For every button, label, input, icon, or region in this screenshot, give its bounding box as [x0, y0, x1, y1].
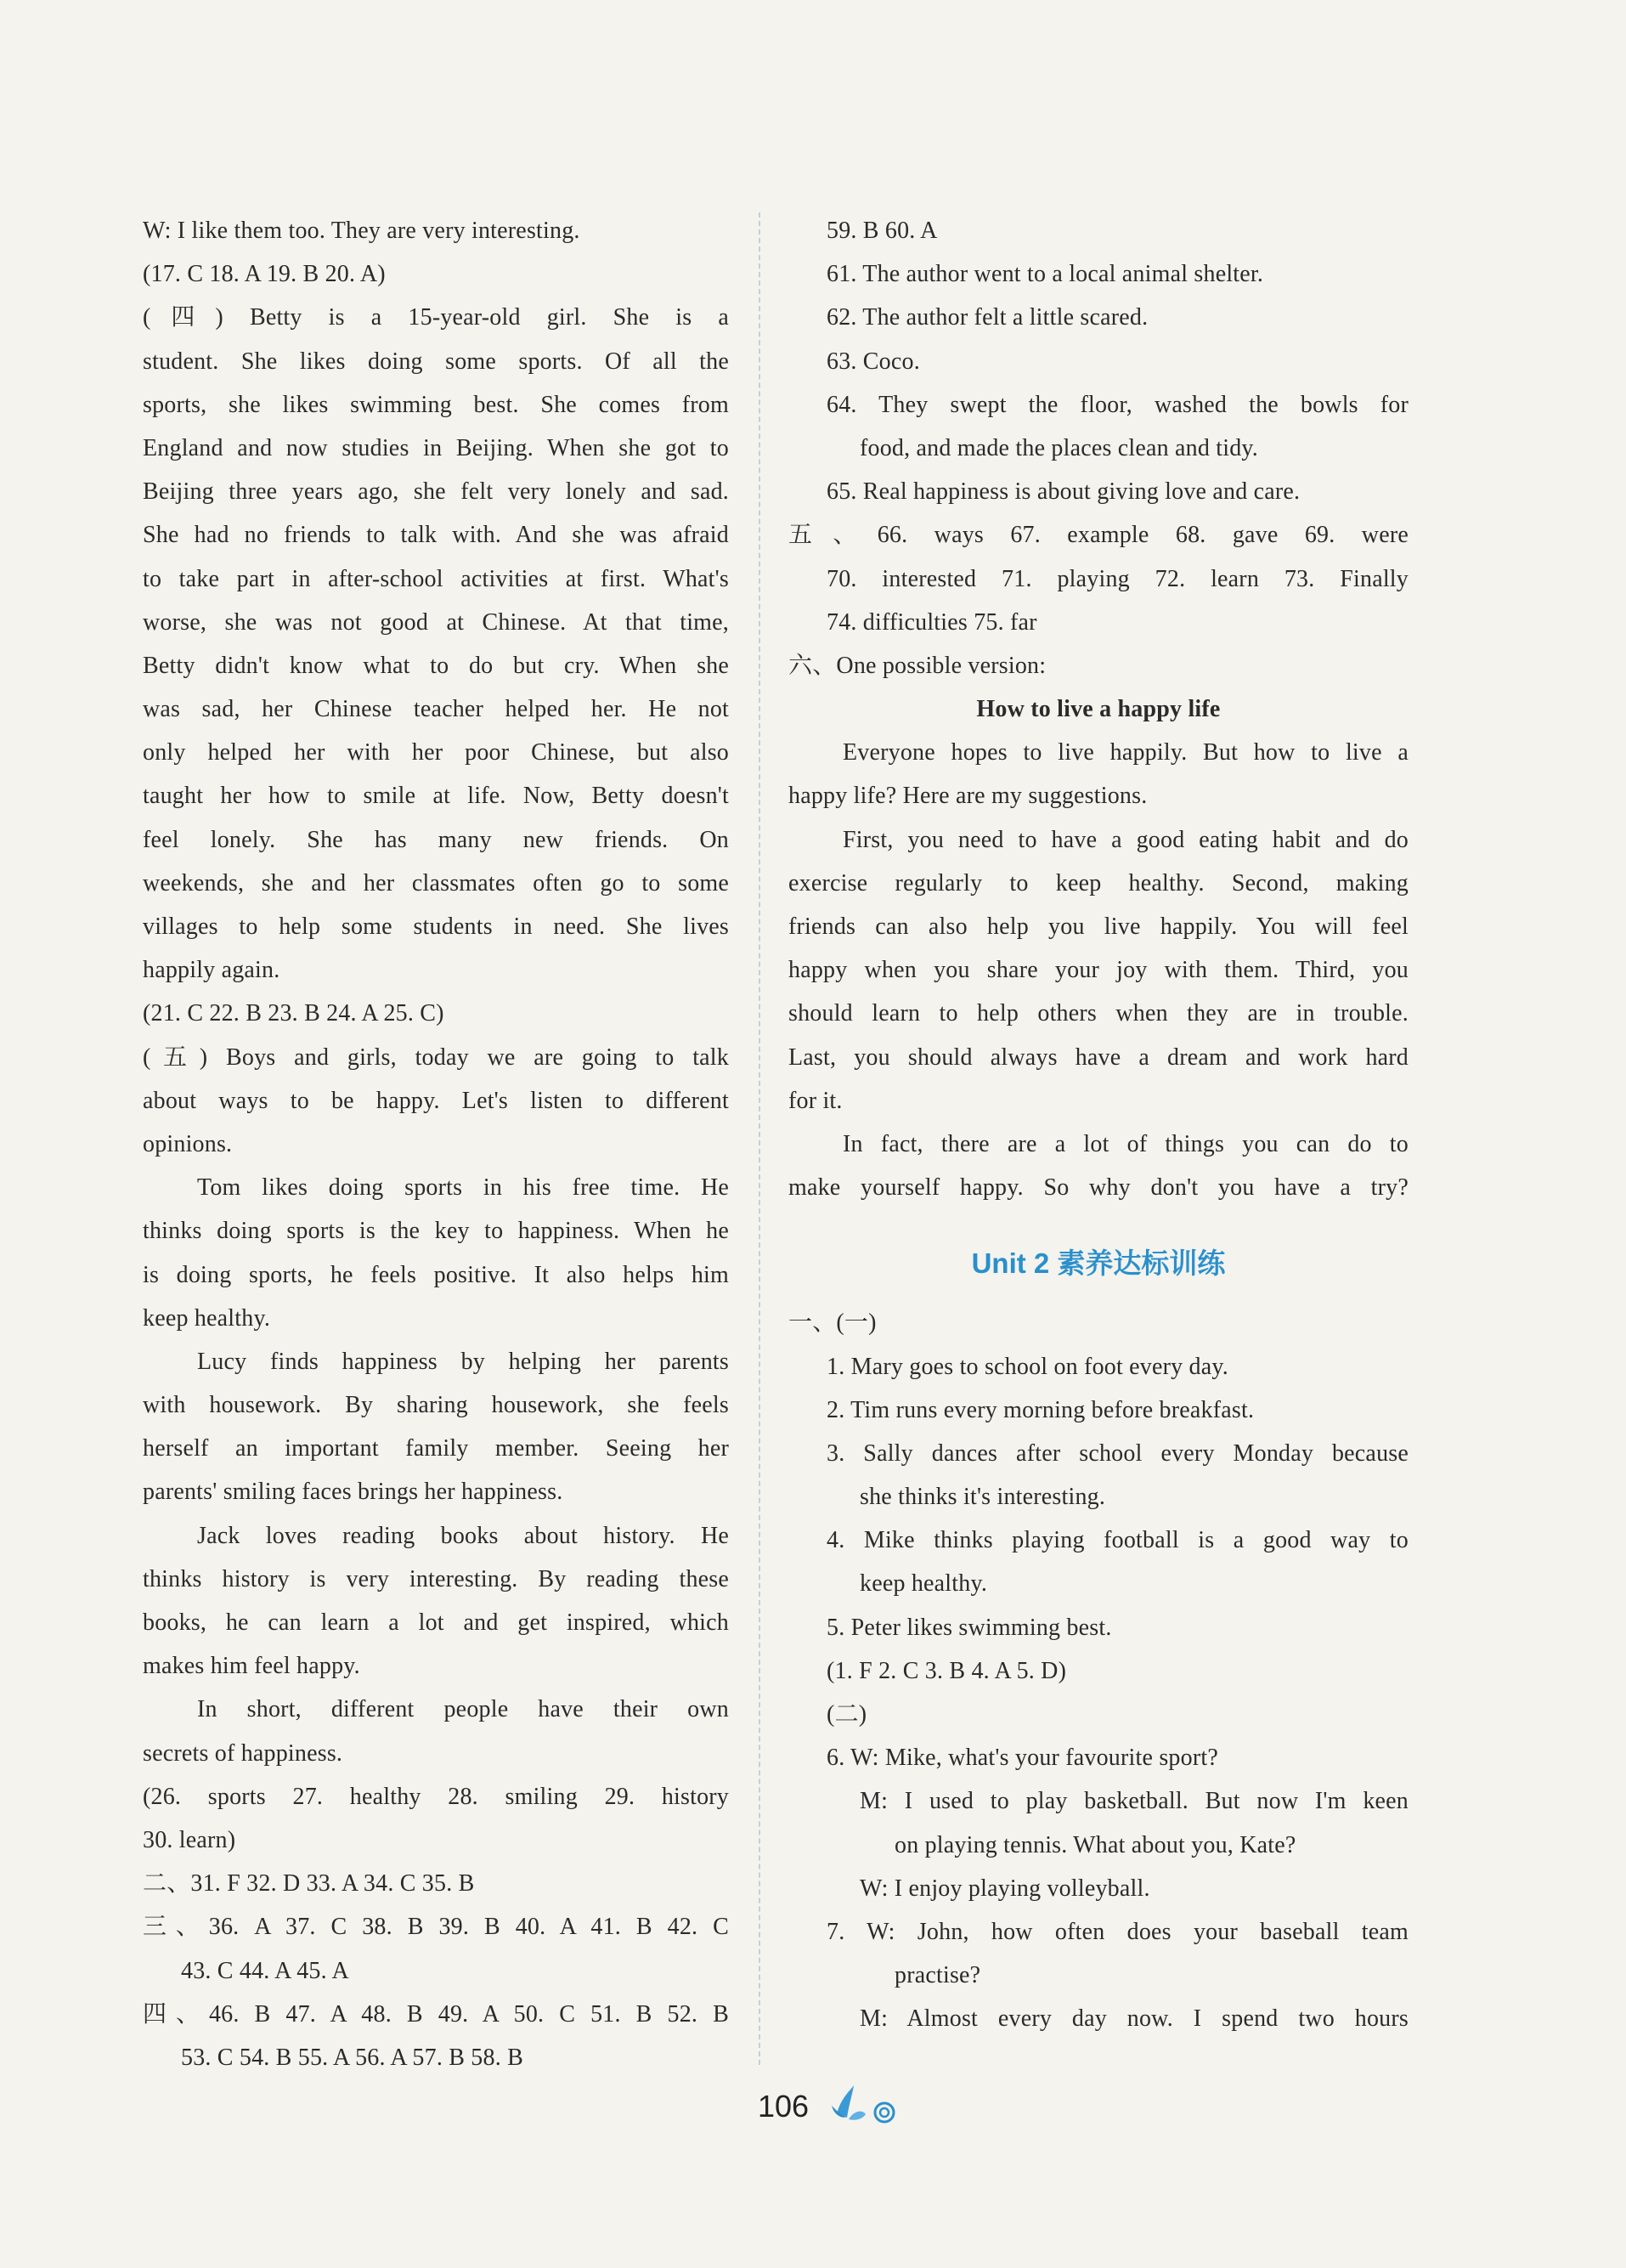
- text-line: about ways to be happy. Let's listen to different: [143, 1087, 729, 1114]
- text-line: thinks history is very interesting. By reading these: [143, 1565, 729, 1592]
- text-line: weekends, she and her classmates often go to some: [143, 869, 729, 896]
- text-line: student. She likes doing some sports. Of all the: [143, 348, 729, 375]
- text-line: 一、(一): [788, 1309, 877, 1337]
- text-line: 6. W: Mike, what's your favourite sport?: [827, 1745, 1218, 1772]
- text-line: Betty didn't know what to do but cry. When she: [143, 652, 729, 679]
- essay-title: How to live a happy life: [976, 696, 1221, 723]
- text-line: with housework. By sharing housework, she feels: [143, 1392, 729, 1419]
- text-line: 二、31. F 32. D 33. A 34. C 35. B: [143, 1870, 475, 1898]
- text-line: 1. Mary goes to school on foot every day.: [827, 1353, 1228, 1380]
- text-line: should learn to help others when they are in trouble.: [788, 1000, 1409, 1027]
- text-line: In fact, there are a lot of things you can do to: [843, 1130, 1409, 1157]
- text-line: 三、36. A 37. C 38. B 39. B 40. A 41. B 42. C: [143, 1914, 729, 1941]
- text-line: villages to help some students in need. She lives: [143, 913, 729, 940]
- text-line: 2. Tim runs every morning before breakfast.: [827, 1396, 1255, 1423]
- text-line: only helped her with her poor Chinese, but also: [143, 739, 729, 766]
- text-line: In short, different people have their own: [197, 1696, 729, 1723]
- text-line: 六、One possible version:: [788, 652, 1047, 679]
- text-line: (二): [827, 1701, 867, 1728]
- text-line: 74. difficulties 75. far: [827, 608, 1037, 636]
- text-line: 30. learn): [143, 1826, 236, 1853]
- text-line: thinks doing sports is the key to happiness. When he: [143, 1218, 729, 1245]
- text-line: Jack loves reading books about history. He: [197, 1522, 729, 1549]
- text-line: keep healthy.: [143, 1304, 271, 1332]
- text-line: keep healthy.: [860, 1570, 988, 1598]
- left-column: [143, 209, 729, 2079]
- text-line: sports, she likes swimming best. She comes from: [143, 391, 729, 418]
- text-line: happy life? Here are my suggestions.: [788, 783, 1148, 810]
- text-line: 5. Peter likes swimming best.: [827, 1614, 1112, 1641]
- text-line: (17. C 18. A 19. B 20. A): [143, 261, 386, 288]
- text-line: was sad, her Chinese teacher helped her. He not: [143, 696, 729, 723]
- text-line: (四) Betty is a 15-year-old girl. She is a: [143, 304, 729, 331]
- text-line: M: Almost every day now. I spend two hours: [860, 2005, 1409, 2033]
- right-column: [788, 209, 1409, 2041]
- unit-title: Unit 2 素养达标训练: [971, 1247, 1226, 1280]
- text-line: 64. They swept the floor, washed the bowls for: [827, 391, 1409, 418]
- answer-list-bottom: [788, 1301, 1409, 2040]
- text-line: 五、66. ways 67. example 68. gave 69. were: [788, 522, 1409, 549]
- text-line: 65. Real happiness is about giving love and care.: [827, 478, 1301, 506]
- text-line: practise?: [895, 1962, 981, 1989]
- essay-body: [788, 731, 1409, 1209]
- text-line: Last, you should always have a dream and work hard: [788, 1044, 1409, 1071]
- text-line: Everyone hopes to live happily. But how to live a: [843, 739, 1409, 766]
- text-line: (五) Boys and girls, today we are going to talk: [143, 1044, 729, 1071]
- text-line: W: I like them too. They are very interesting.: [143, 218, 580, 244]
- text-line: opinions.: [143, 1130, 233, 1157]
- text-line: happy when you share your joy with them. Third, you: [788, 957, 1409, 984]
- column-divider: [759, 212, 760, 2065]
- text-line: make yourself happy. So why don't you have a try?: [788, 1174, 1409, 1202]
- text-line: feel lonely. She has many new friends. On: [143, 826, 729, 853]
- page-number: 106: [757, 2089, 810, 2124]
- text-line: secrets of happiness.: [143, 1739, 343, 1767]
- text-line: friends can also help you live happily. You will feel: [788, 913, 1409, 940]
- text-line: First, you need to have a good eating habit and do: [843, 826, 1409, 853]
- text-line: exercise regularly to keep healthy. Second, making: [788, 869, 1409, 896]
- text-line: W: I enjoy playing volleyball.: [860, 1875, 1150, 1902]
- text-line: Tom likes doing sports in his free time. He: [197, 1174, 729, 1202]
- text-line: 62. The author felt a little scared.: [827, 304, 1149, 331]
- text-line: 43. C 44. A 45. A: [181, 1957, 349, 1984]
- text-line: (26. sports 27. healthy 28. smiling 29. history: [143, 1783, 729, 1810]
- text-line: (1. F 2. C 3. B 4. A 5. D): [827, 1657, 1067, 1684]
- text-line: Lucy finds happiness by helping her parents: [197, 1348, 729, 1375]
- text-line: taught her how to smile at life. Now, Betty doesn't: [143, 783, 729, 810]
- text-line: parents' smiling faces brings her happiness.: [143, 1479, 563, 1506]
- answer-list-top: [788, 209, 1409, 687]
- text-line: 3. Sally dances after school every Monday because: [827, 1439, 1409, 1467]
- text-line: 70. interested 71. playing 72. learn 73. Finally: [827, 565, 1409, 592]
- text-line: worse, she was not good at Chinese. At that time,: [143, 608, 729, 636]
- text-line: (21. C 22. B 23. B 24. A 25. C): [143, 1000, 444, 1027]
- text-line: She had no friends to talk with. And she was afraid: [143, 522, 729, 549]
- text-line: 四、46. B 47. A 48. B 49. A 50. C 51. B 52. B: [143, 2000, 729, 2028]
- text-line: 7. W: John, how often does your baseball team: [827, 1918, 1409, 1945]
- text-line: 4. Mike thinks playing football is a good way to: [827, 1527, 1409, 1554]
- text-line: she thinks it's interesting.: [860, 1484, 1106, 1511]
- text-line: on playing tennis. What about you, Kate?: [895, 1831, 1296, 1858]
- text-line: food, and made the places clean and tidy.: [860, 434, 1258, 461]
- text-line: books, he can learn a lot and get inspired, which: [143, 1609, 729, 1636]
- text-line: 63. Coco.: [827, 348, 920, 375]
- text-line: England and now studies in Beijing. When she got to: [143, 434, 729, 461]
- text-line: 61. The author went to a local animal shelter.: [827, 261, 1264, 288]
- text-line: herself an important family member. Seeing her: [143, 1435, 729, 1462]
- text-line: is doing sports, he feels positive. It also helps him: [143, 1261, 729, 1288]
- text-line: to take part in after-school activities at first. What's: [143, 565, 729, 592]
- text-line: 59. B 60. A: [827, 218, 938, 244]
- text-line: 53. C 54. B 55. A 56. A 57. B 58. B: [181, 2044, 523, 2071]
- page-decoration-icon: [828, 2080, 905, 2128]
- text-line: Beijing three years ago, she felt very lonely and sad.: [143, 478, 729, 506]
- text-line: for it.: [788, 1087, 843, 1114]
- text-line: makes him feel happy.: [143, 1653, 360, 1680]
- text-line: M: I used to play basketball. But now I'm keen: [860, 1788, 1409, 1815]
- text-line: happily again.: [143, 957, 280, 984]
